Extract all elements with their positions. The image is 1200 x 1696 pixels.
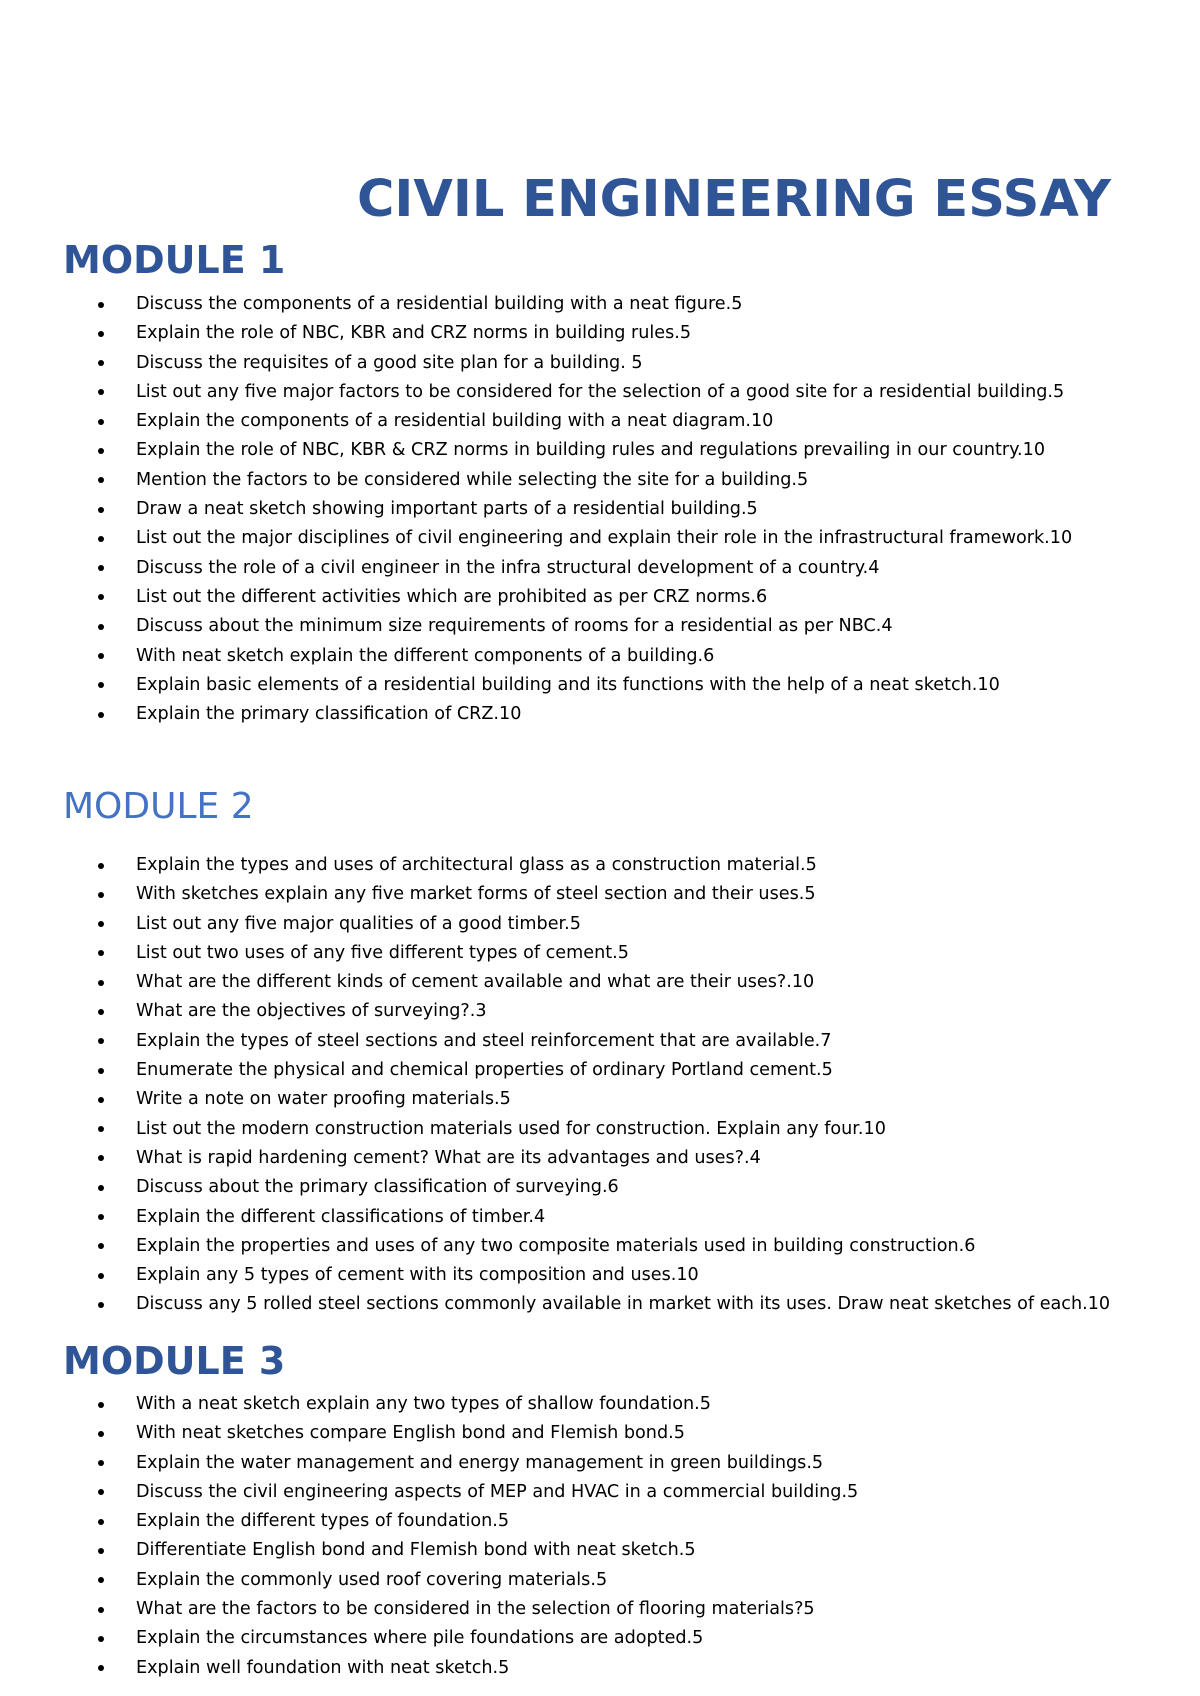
list-item: Explain the water management and energy management in green buildings.5 — [0, 1449, 858, 1478]
list-item: With neat sketches compare English bond and Flemish bond.5 — [0, 1419, 858, 1448]
list-item: List out the different activities which are prohibited as per CRZ norms.6 — [0, 583, 1072, 612]
list-item: Discuss the components of a residential building with a neat figure.5 — [0, 290, 1072, 319]
module-1-question-list — [0, 290, 1072, 729]
module-2-heading: MODULE 2 — [63, 786, 254, 827]
list-item: What are the factors to be considered in the selection of flooring materials?5 — [0, 1595, 858, 1624]
list-item: Enumerate the physical and chemical properties of ordinary Portland cement.5 — [0, 1056, 1110, 1085]
list-item: List out the modern construction materials used for construction. Explain any four.10 — [0, 1115, 1110, 1144]
list-item: Explain the circumstances where pile foundations are adopted.5 — [0, 1624, 858, 1653]
module-1-heading: MODULE 1 — [63, 238, 286, 282]
list-item: Explain the role of NBC, KBR & CRZ norms in building rules and regulations prevailing in our country.10 — [0, 436, 1072, 465]
list-item: Write a note on water proofing materials.5 — [0, 1085, 1110, 1114]
list-item: Draw a neat sketch showing important parts of a residential building.5 — [0, 495, 1072, 524]
list-item: List out the major disciplines of civil engineering and explain their role in the infrastructural framework.10 — [0, 524, 1072, 553]
list-item: Explain the different classifications of timber.4 — [0, 1203, 1110, 1232]
list-item: Discuss about the primary classification of surveying.6 — [0, 1173, 1110, 1202]
list-item: What are the objectives of surveying?.3 — [0, 997, 1110, 1026]
list-item: Explain the types and uses of architectural glass as a construction material.5 — [0, 851, 1110, 880]
list-item: Explain basic elements of a residential building and its functions with the help of a neat sketch.10 — [0, 671, 1072, 700]
list-item: List out two uses of any five different types of cement.5 — [0, 939, 1110, 968]
list-item: Discuss about the minimum size requirements of rooms for a residential as per NBC.4 — [0, 612, 1072, 641]
list-item: Discuss the role of a civil engineer in the infra structural development of a country.4 — [0, 554, 1072, 583]
list-item: What are the different kinds of cement available and what are their uses?.10 — [0, 968, 1110, 997]
list-item: Explain well foundation with neat sketch.5 — [0, 1654, 858, 1683]
list-item: Explain the commonly used roof covering materials.5 — [0, 1566, 858, 1595]
module-2-question-list — [0, 851, 1110, 1320]
list-item: List out any five major qualities of a good timber.5 — [0, 910, 1110, 939]
list-item: Discuss the requisites of a good site plan for a building. 5 — [0, 349, 1072, 378]
list-item: Differentiate English bond and Flemish bond with neat sketch.5 — [0, 1536, 858, 1565]
module-3-heading: MODULE 3 — [63, 1339, 286, 1383]
list-item: Discuss the civil engineering aspects of MEP and HVAC in a commercial building.5 — [0, 1478, 858, 1507]
list-item: Explain the properties and uses of any two composite materials used in building construction.6 — [0, 1232, 1110, 1261]
list-item: What is rapid hardening cement? What are its advantages and uses?.4 — [0, 1144, 1110, 1173]
list-item: Discuss any 5 rolled steel sections commonly available in market with its uses. Draw neat sketches of each.10 — [0, 1290, 1110, 1319]
list-item: Explain the components of a residential building with a neat diagram.10 — [0, 407, 1072, 436]
list-item: Explain the different types of foundation.5 — [0, 1507, 858, 1536]
list-item: List out any five major factors to be considered for the selection of a good site for a residential building.5 — [0, 378, 1072, 407]
module-3-question-list — [0, 1390, 858, 1683]
list-item: Explain the role of NBC, KBR and CRZ norms in building rules.5 — [0, 319, 1072, 348]
list-item: Mention the factors to be considered while selecting the site for a building.5 — [0, 466, 1072, 495]
document-title: CIVIL ENGINEERING ESSAY — [357, 170, 1111, 229]
list-item: Explain the types of steel sections and steel reinforcement that are available.7 — [0, 1027, 1110, 1056]
list-item: With sketches explain any five market forms of steel section and their uses.5 — [0, 880, 1110, 909]
list-item: Explain any 5 types of cement with its composition and uses.10 — [0, 1261, 1110, 1290]
list-item: Explain the primary classification of CRZ.10 — [0, 700, 1072, 729]
list-item: With neat sketch explain the different components of a building.6 — [0, 642, 1072, 671]
list-item: With a neat sketch explain any two types of shallow foundation.5 — [0, 1390, 858, 1419]
